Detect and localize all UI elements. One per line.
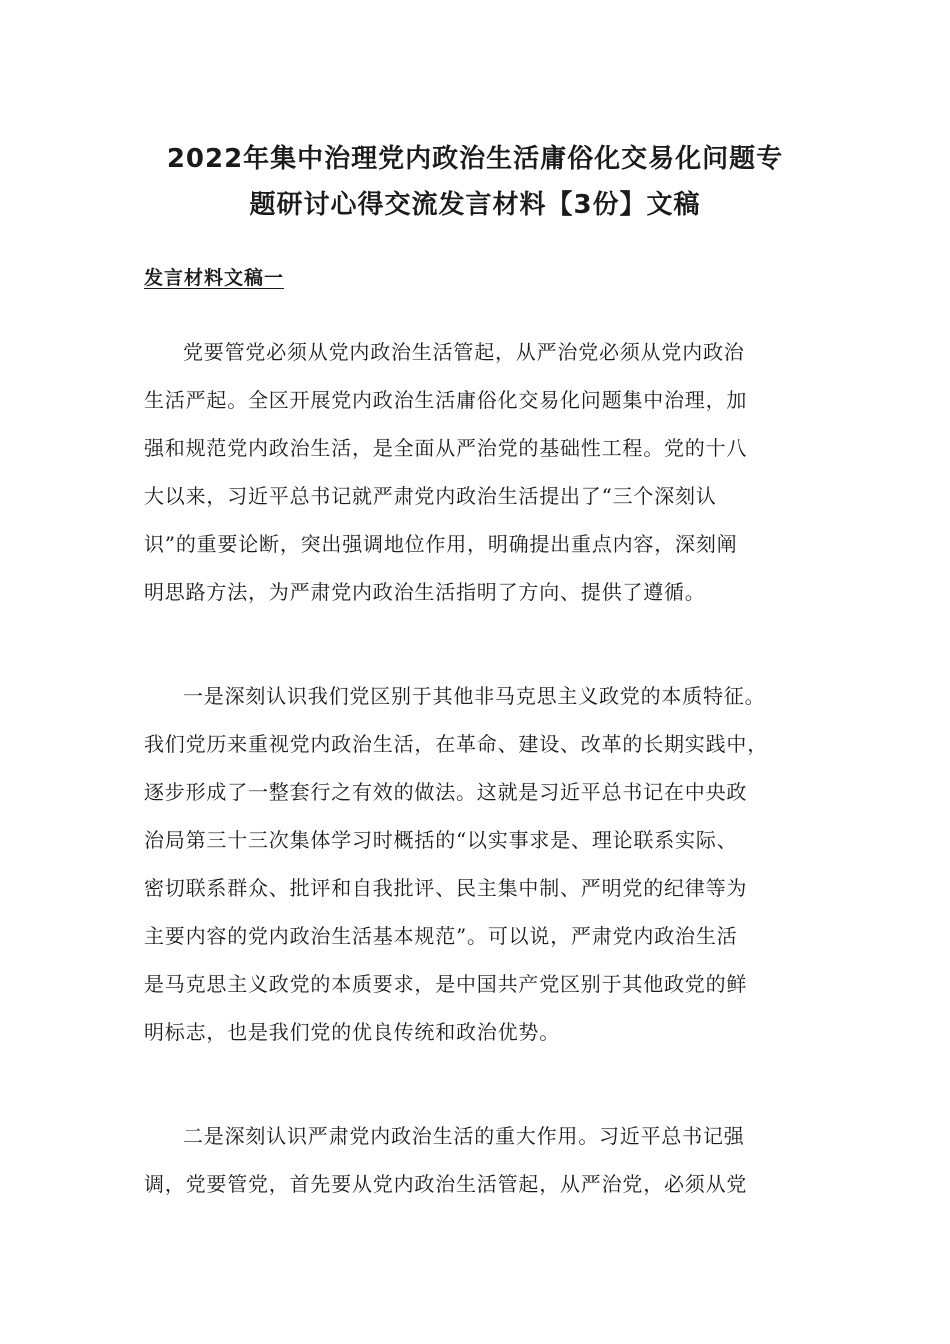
paragraph-line: 明思路方法，为严肃党内政治生活指明了方向、提供了遵循。 (144, 580, 706, 604)
paragraph-line: 明标志，也是我们党的优良传统和政治优势。 (144, 1020, 560, 1044)
paragraph-line: 大以来，习近平总书记就严肃党内政治生活提出了“三个深刻认 (144, 484, 717, 508)
paragraph-line: 二是深刻认识严肃党内政治生活的重大作用。习近平总书记强 (183, 1124, 745, 1148)
paragraph-line: 党要管党必须从党内政治生活管起，从严治党必须从党内政治 (183, 340, 745, 364)
paragraph-line: 我们党历来重视党内政治生活，在革命、建设、改革的长期实践中， (144, 732, 768, 756)
document-title-line-2: 题研讨心得交流发言材料【3份】文稿 (249, 190, 701, 220)
paragraph-line: 生活严起。全区开展党内政治生活庸俗化交易化问题集中治理，加 (144, 388, 748, 412)
paragraph-line: 主要内容的党内政治生活基本规范”。可以说，严肃党内政治生活 (144, 924, 738, 948)
paragraph-line: 密切联系群众、批评和自我批评、民主集中制、严明党的纪律等为 (144, 876, 748, 900)
document-title-line-1: 2022年集中治理党内政治生活庸俗化交易化问题专 (166, 144, 784, 174)
paragraph-line: 治局第三十三次集体学习时概括的“以实事求是、理论联系实际、 (144, 828, 738, 852)
section-heading: 发言材料文稿一 (144, 267, 285, 289)
paragraph-line: 识”的重要论断，突出强调地位作用，明确提出重点内容，深刻阐 (144, 532, 738, 556)
paragraph-line: 一是深刻认识我们党区别于其他非马克思主义政党的本质特征。 (183, 684, 766, 708)
paragraph-line: 是马克思主义政党的本质要求，是中国共产党区别于其他政党的鲜 (144, 972, 748, 996)
paragraph-line: 逐步形成了一整套行之有效的做法。这就是习近平总书记在中央政 (144, 780, 748, 804)
paragraph-line: 强和规范党内政治生活，是全面从严治党的基础性工程。党的十八 (144, 436, 748, 460)
paragraph-line: 调，党要管党，首先要从党内政治生活管起，从严治党，必须从党 (144, 1172, 748, 1196)
